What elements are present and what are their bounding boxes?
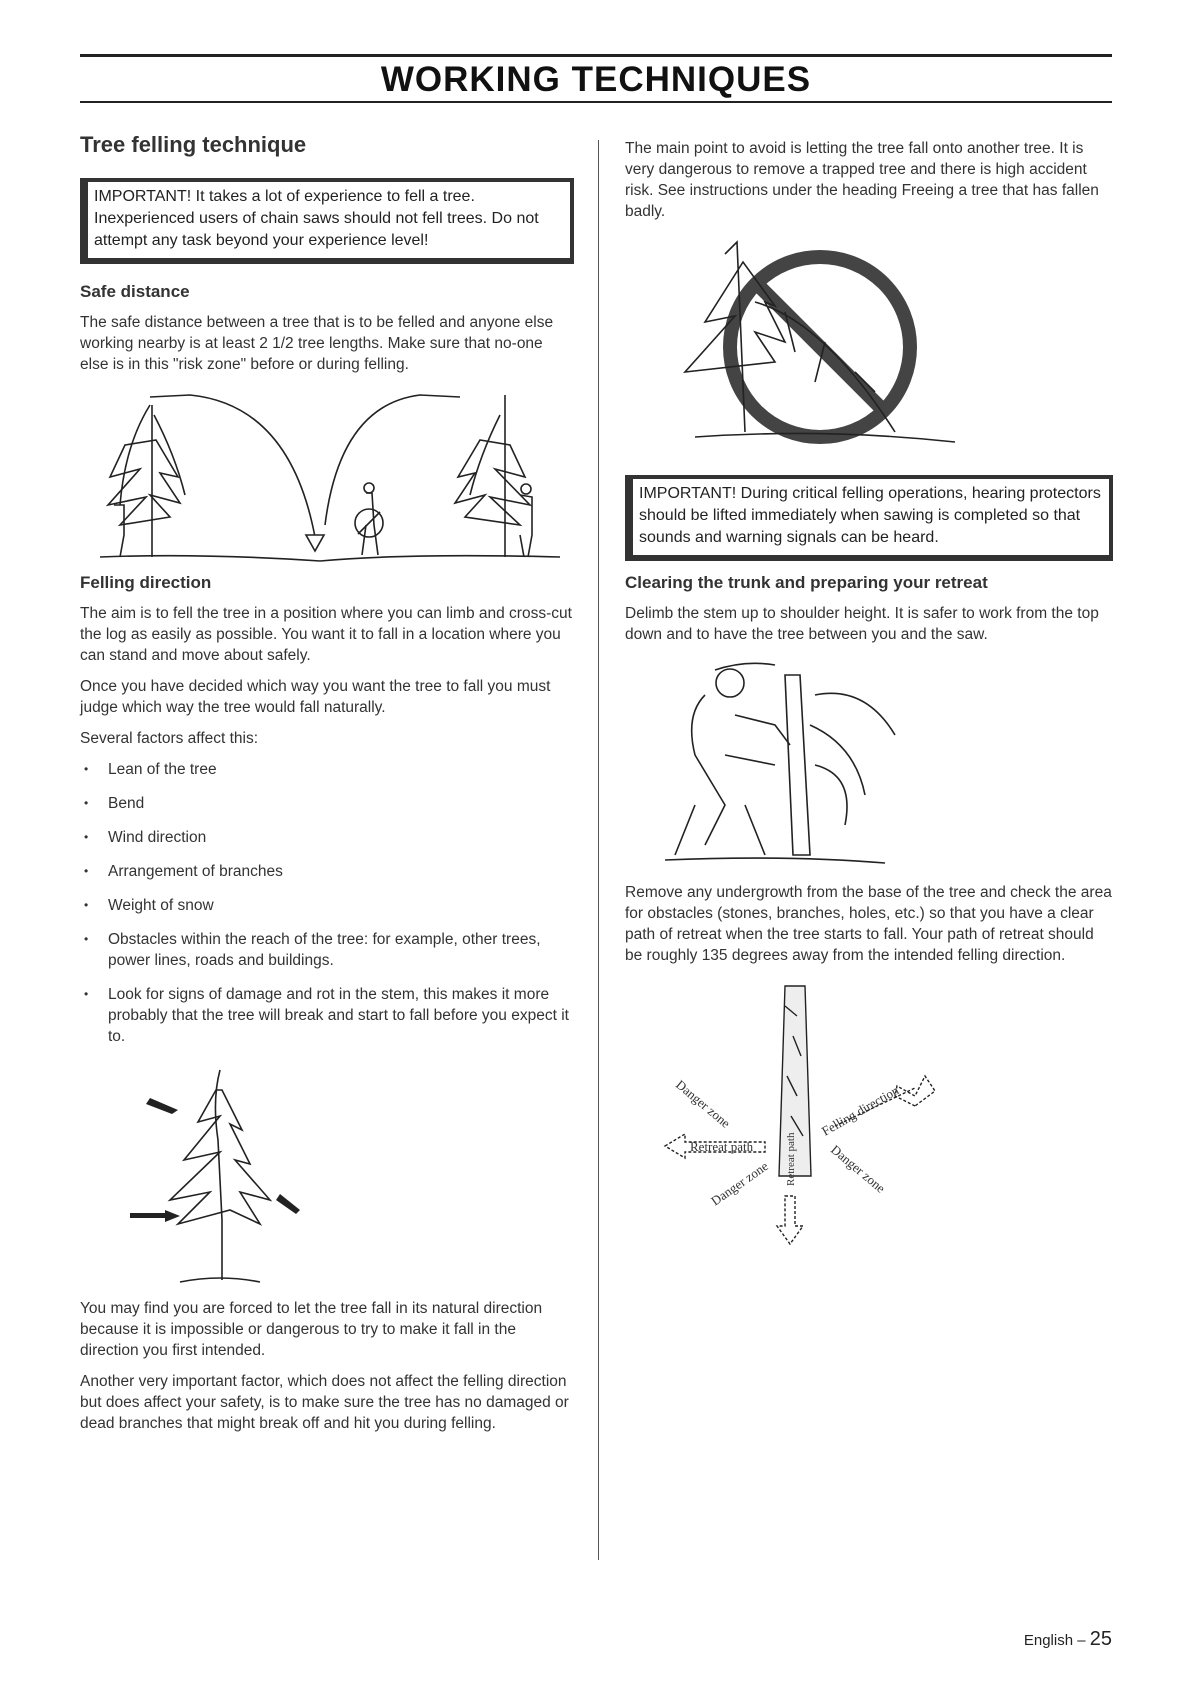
label-retreat-path-left: Retreat path: [690, 1139, 754, 1154]
page-number: 25: [1089, 1628, 1112, 1650]
label-danger-zone-lower-right: Danger zone: [828, 1141, 889, 1196]
section-heading-tree-felling: Tree felling technique: [80, 132, 307, 157]
felling-direction-diagram: [625, 976, 1113, 1246]
right-column: [625, 138, 1113, 1246]
list-item: • Obstacles within the reach of the tree: for example, other trees, power lines, roads and buildings.: [80, 929, 574, 971]
safe-distance-text: The safe distance between a tree that is to be felled and anyone else working nearby is at least 2 1/2 tree lengths. Make sure that no-one else is in this "risk zone" before or during felling.: [80, 314, 554, 373]
felling-direction-p2: Once you have decided which way you want the tree to fall you must judge which way the tree would fall naturally.: [80, 678, 551, 716]
label-retreat-path-down: Retreat path: [785, 1132, 797, 1186]
page-header-title: WORKING TECHNIQUES: [380, 60, 812, 99]
label-danger-zone-upper-left: Danger zone: [673, 1076, 734, 1131]
felling-direction-p5: Another very important factor, which does not affect the felling direction but does affect your safety, is to make sure the tree has no damaged or dead branches that might break off and hit you during felling.: [80, 1373, 569, 1432]
no-tree-on-tree-illustration: [625, 232, 1113, 457]
tree-factors-illustration: [80, 1060, 574, 1290]
list-item: • Lean of the tree: [80, 759, 574, 780]
factors-list: [80, 759, 574, 1047]
header-rule-bottom: [80, 101, 1112, 103]
clearing-p1: Delimb the stem up to shoulder height. It is safer to work from the top down and to have the tree between you and the saw.: [625, 605, 1099, 643]
list-item: • Weight of snow: [80, 895, 574, 916]
left-column: [80, 132, 574, 1444]
subheading-safe-distance: Safe distance: [80, 282, 190, 301]
felling-direction-p4: You may find you are forced to let the tree fall in its natural direction because it is impossible or dangerous to try to make it fall in the direction you first intended.: [80, 1300, 543, 1359]
list-item: • Look for signs of damage and rot in the stem, this makes it more probably that the tree will break and start to fall before you expect it to.: [80, 984, 574, 1047]
list-item: • Bend: [80, 793, 574, 814]
column-divider: [598, 140, 599, 1560]
felling-direction-p1: The aim is to fell the tree in a position where you can limb and cross-cut the log as easily as possible. You want it to fall in a location where you can stand and move about safely.: [80, 605, 572, 664]
important-notice-experience: IMPORTANT! It takes a lot of experience to fell a tree. Inexperienced users of chain saws should not fell trees. Do not attempt any task beyond your experience level!: [80, 178, 574, 264]
safe-distance-illustration: [80, 385, 574, 565]
label-danger-zone-lower-left: Danger zone: [708, 1158, 771, 1209]
label-felling-direction: Felling direction: [819, 1082, 902, 1139]
list-item: • Arrangement of branches: [80, 861, 574, 882]
subheading-felling-direction: Felling direction: [80, 573, 212, 592]
important-notice-hearing: IMPORTANT! During critical felling operations, hearing protectors should be lifted immediately when sawing is completed so that sounds and warning signals can be heard.: [625, 475, 1113, 561]
delimbing-illustration: [625, 655, 1113, 870]
clearing-p2: Remove any undergrowth from the base of the tree and check the area for obstacles (stones, branches, holes, etc.) so that you have a clear path of retreat when the tree starts to fall. Your path of retreat should be roughly 135 degrees away from the intended felling direction.: [625, 884, 1112, 964]
trapped-tree-text: The main point to avoid is letting the tree fall onto another tree. It is very dangerous to remove a trapped tree and there is high accident risk. See instructions under the heading Freeing a tree that has fallen badly.: [625, 140, 1099, 220]
footer-separator: –: [1073, 1632, 1090, 1649]
list-item: • Wind direction: [80, 827, 574, 848]
footer-language: English: [1023, 1632, 1074, 1649]
header-rule-top: [80, 54, 1112, 57]
subheading-clearing-trunk: Clearing the trunk and preparing your retreat: [625, 573, 988, 592]
page-footer: [1024, 1628, 1112, 1651]
felling-direction-p3: Several factors affect this:: [80, 730, 259, 747]
